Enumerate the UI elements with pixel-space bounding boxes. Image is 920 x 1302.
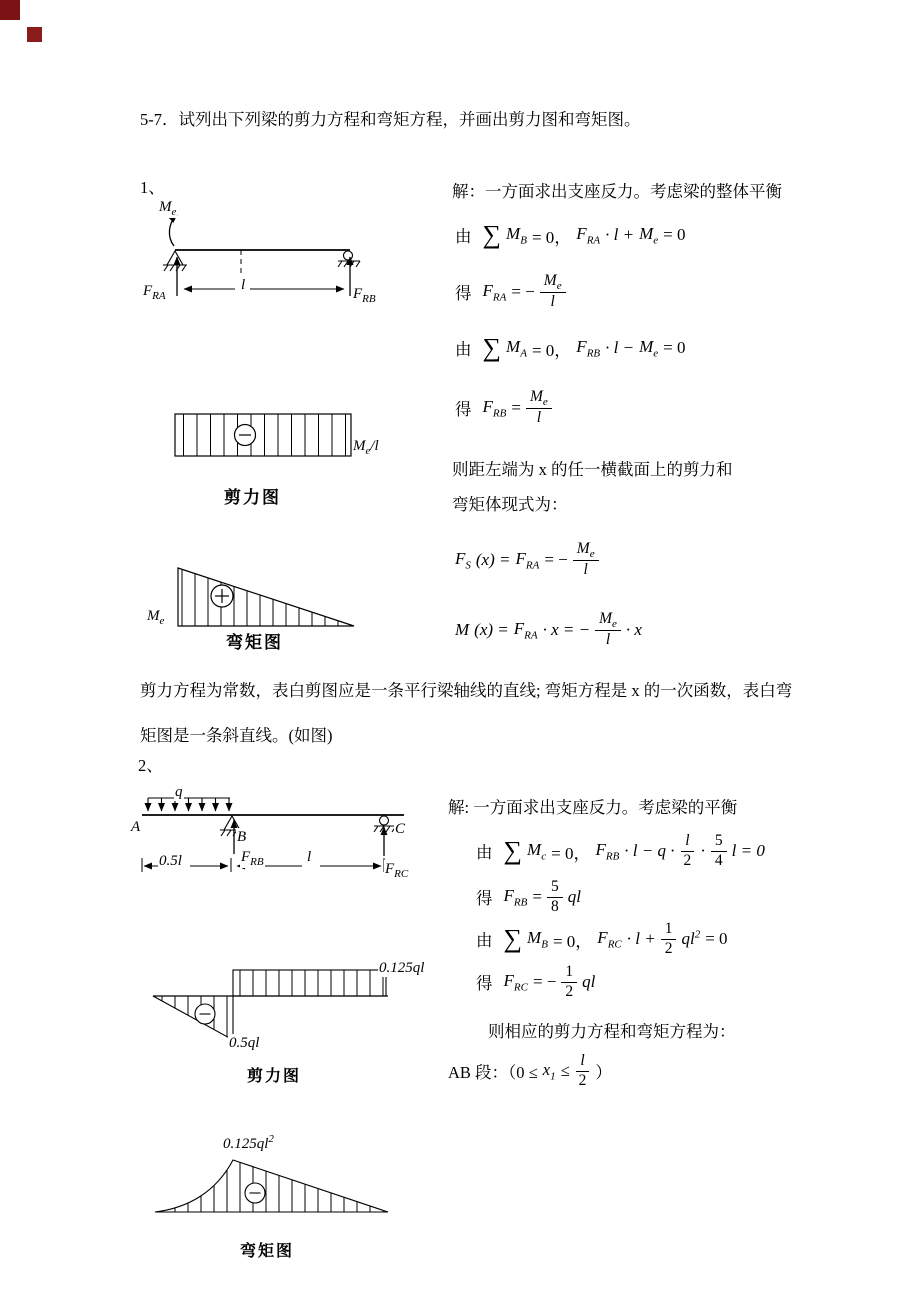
plus-sign-symbol [211,585,233,607]
shear-positive-area [233,970,386,996]
shear-area [175,414,351,456]
point-b-label [236,828,247,846]
force-subscript: RB [250,856,264,868]
moment-function: M [455,619,470,639]
fraction-denominator: 2 [664,939,673,957]
solution-1-intro: 解：一方面求出支座反力。考虑梁的整体平衡 [452,182,782,201]
equation-line [476,963,595,1001]
dimension-label-l [306,848,312,866]
problem-2-label: 2、 [138,756,163,775]
fraction [711,832,727,870]
shear-value-label [352,437,380,457]
math-token: = − [544,549,568,569]
summation-symbol: ∑ [482,220,502,249]
fraction-denominator: 2 [578,1071,587,1089]
moment-peak-label [222,1134,275,1153]
equation-prefix: 由 [455,340,472,359]
point-c-label [394,820,406,838]
applied-moment-arrow [169,215,177,246]
moment-term: $M_e$ [639,336,659,360]
fraction-denominator: l [536,409,541,427]
equation-line [455,388,552,428]
shear-top-value-label [378,959,425,977]
math-token: ） [595,1063,612,1083]
equation-line [476,878,581,916]
fraction [595,610,621,650]
fraction [547,878,563,916]
moment-caption-1: 弯矩图 [226,633,283,652]
equation-prefix: 由 [476,843,493,863]
equation-prefix: 由 [455,227,472,246]
moment-value-label [146,607,165,627]
fra-label [142,282,167,302]
moment-subscript: e [159,615,165,627]
length-symbol: 0.5l [159,853,182,869]
summation-symbol: ∑ [503,924,523,954]
math-token: = [532,887,542,907]
moment-symbol: M [353,438,366,454]
equation-line [476,920,728,958]
force-term: $F_{RC}$ [597,927,622,951]
math-token: AB 段：（0 ≤ [448,1063,538,1083]
length-symbol: l [307,849,312,865]
segment-domain-line [448,1052,612,1090]
math-token: = 0， [531,227,572,247]
x1-term: $x_1$ [542,1059,556,1083]
shear-diagram-1 [150,406,390,466]
problem-1-label: 1、 [140,178,165,197]
fraction-numerator: $M_e$ [526,388,552,409]
frb-label [352,285,377,305]
moment-caption-2: 弯矩图 [240,1243,295,1260]
fraction-numerator: 1 [561,963,577,983]
shear-negative-area [153,996,233,1040]
force-symbol: F [353,286,363,302]
solution-2-intro: 解: 一方面求出支座反力。考虑梁的平衡 [448,798,738,817]
moment-term: $M_e$ [639,223,659,247]
math-token: = [511,397,521,417]
shear-caption-2: 剪力图 [247,1068,302,1085]
shear-diagram-2 [143,956,408,1051]
force-term: $F_{RB}$ [482,396,507,420]
equation-line [455,335,686,361]
red-corner-mark-2 [27,27,42,42]
force-term: $F_{RA}$ [482,280,507,304]
math-token: · [700,841,706,861]
distributed-load [148,798,230,811]
shear-bottom-value-label [228,1034,260,1052]
force-term: $F_{RA}$ [576,223,601,247]
force-term: $F_{RA}$ [515,548,540,572]
fraction-numerator: $M_e$ [540,272,566,293]
math-token: ≤ [560,1061,570,1081]
fraction [573,540,599,580]
value-symbol: 0.125ql [223,1136,269,1152]
fraction-numerator: 1 [661,920,677,940]
me-label [158,198,177,218]
fraction [561,963,577,1001]
denominator: /l [370,438,379,454]
moment-area [178,568,354,626]
fraction [540,272,566,312]
roller-support [338,251,360,267]
math-token: · x = − [542,619,591,639]
fraction [680,832,696,870]
math-token: = 0 [663,338,686,357]
summation-symbol: ∑ [503,836,523,866]
point-symbol: C [395,821,406,837]
point-symbol: A [131,819,141,835]
solution-2-text-1: 则相应的剪力方程和弯矩方程为： [488,1022,736,1041]
math-token: = 0， [551,843,591,863]
fraction-denominator: l [583,561,588,579]
summation-symbol: ∑ [482,333,502,362]
math-token: · l − [605,338,635,357]
point-symbol: B [237,829,247,845]
equation-line [455,540,599,580]
moment-term: $M_A$ [506,336,527,360]
math-token: l = 0 [731,841,765,861]
equation-line [455,610,642,650]
pin-support [163,251,187,271]
minus-sign-symbol [235,425,256,446]
fraction-numerator: $M_e$ [595,610,621,631]
fraction-numerator: $M_e$ [573,540,599,561]
point-a-label [130,818,141,836]
math-token: = 0 [663,225,686,244]
force-term: $F_{RB}$ [595,839,620,863]
moment-term: $M_B$ [506,223,527,247]
fraction-denominator: 2 [565,982,574,1000]
equation-prefix: 得 [476,974,493,994]
math-token: = 0 [705,929,728,949]
moment-symbol: M [159,199,172,215]
math-token: = − [511,281,535,301]
moment-symbol: M [147,608,160,624]
fraction-denominator: 2 [683,851,692,869]
equation-line [455,222,686,248]
math-token: ql [567,887,581,907]
beam-length-label [240,276,246,294]
value-symbol: 0.5ql [229,1035,260,1051]
fraction [661,920,677,958]
equation-line [476,832,765,870]
shear-function: $F_S$ [455,548,471,572]
moment-diagram-2 [143,1152,408,1224]
force-term: $F_{RB}$ [503,885,528,909]
document-title: 5-7．试列出下列梁的剪力方程和弯矩方程，并画出剪力图和弯矩图。 [140,110,641,129]
equation-prefix: 由 [476,931,493,951]
exponent: 2 [268,1133,274,1145]
dimension-label-05l [158,852,183,870]
shear-caption-1: 剪力图 [224,488,281,507]
load-q-label [174,783,184,801]
equation-prefix: 得 [476,889,493,909]
fraction-numerator: l [576,1052,588,1072]
force-term: $F_{RC}$ [503,970,528,994]
math-token: · x [625,619,642,639]
fraction-denominator: 8 [550,897,559,915]
equation-prefix: 得 [455,399,472,419]
load-symbol: q [175,784,183,800]
fraction-denominator: 4 [714,851,723,869]
force-term: $F_{RB}$ [576,336,601,360]
math-token: = − [532,972,557,992]
fraction [526,388,552,428]
frc-label [384,860,409,880]
equation-line [455,272,566,312]
moment-diagram-1 [150,556,390,638]
math-token: ql [582,972,596,992]
red-corner-mark [0,0,20,20]
force-symbol: F [241,849,251,865]
solution-1-text-2: 弯矩体现式为： [452,495,568,514]
math-token: (x) = [474,619,509,639]
fraction-numerator: l [681,832,693,852]
equation-prefix: 得 [455,283,472,303]
force-symbol: F [143,283,153,299]
math-token: · l + [626,929,656,949]
minus-sign-symbol [195,1004,215,1024]
fraction-numerator: 5 [547,878,563,898]
moment-area [155,1160,388,1212]
math-token: (x) = [475,549,511,569]
conclusion-paragraph: 剪力方程为常数，表白剪图应是一条平行梁轴线的直线; 弯矩方程是 x 的一次函数，表白弯矩图是一条斜直线。(如图) [140,681,793,745]
moment-term: $M_c$ [527,839,547,863]
force-subscript: RB [362,293,376,305]
fraction-denominator: l [605,631,611,649]
force-subscript: RC [394,868,409,880]
solution-1-text-1: 则距左端为 x 的任一横截面上的剪力和 [452,460,733,479]
value-symbol: 0.125ql [379,960,425,976]
force-symbol: F [385,861,395,877]
math-token: = 0， [531,340,572,360]
moment-subscript: e [171,206,177,218]
force-subscript: RA [152,290,166,302]
fraction-denominator: l [550,293,555,311]
minus-sign-symbol [245,1183,265,1203]
frb-label-2 [240,848,265,868]
fraction [575,1052,591,1090]
ql-squared-term: $ql^2$ [681,928,701,949]
length-symbol: l [241,277,246,293]
moment-term: $M_B$ [527,927,548,951]
math-token: · l − q · [624,841,675,861]
math-token: · l + [605,225,635,244]
fraction-numerator: 5 [711,832,727,852]
roller-support-c [374,816,396,832]
moment-subscript: e [365,445,371,457]
force-term: $F_{RA}$ [513,618,538,642]
math-token: = 0， [552,931,593,951]
